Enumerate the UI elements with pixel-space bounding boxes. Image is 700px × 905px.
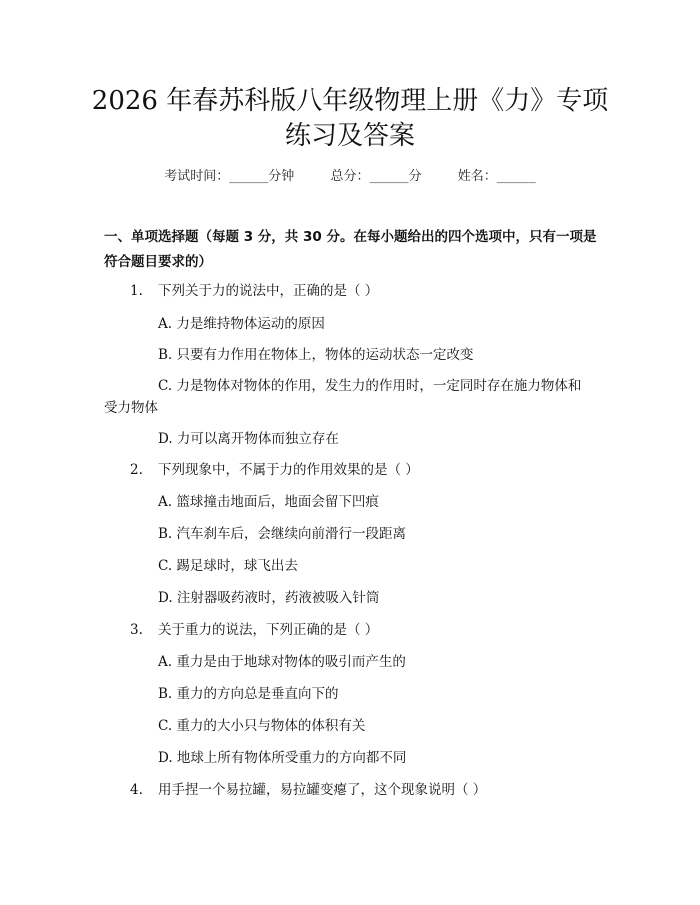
q1-option-d: D. 力可以离开物体而独立存在 [158,431,339,447]
q2-option-c: C. 踢足球时，球飞出去 [158,558,298,574]
question-number: 4. [130,782,143,798]
question-text: 下列现象中，不属于力的作用效果的是（ ） [158,462,419,478]
question-text: 用手捏一个易拉罐，易拉罐变瘪了，这个现象说明（ ） [158,782,487,798]
question-number: 2. [130,462,143,478]
q2-option-b: B. 汽车刹车后，会继续向前滑行一段距离 [158,526,407,542]
section-heading-line-1: 一、单项选择题（每题 3 分，共 30 分。在每小题给出的四个选项中，只有一项是 [104,229,597,245]
question-number: 3. [130,622,143,638]
exam-meta [0,168,700,186]
q2-option-d: D. 注射器吸药液时，药液被吸入针筒 [158,590,380,606]
question-text: 下列关于力的说法中，正确的是（ ） [158,283,379,299]
q3-option-c: C. 重力的大小只与物体的体积有关 [158,718,366,734]
total-score-field: 总分：______分 [330,169,422,184]
question-4 [130,780,486,800]
q3-option-d: D. 地球上所有物体所受重力的方向都不同 [158,750,407,766]
question-1 [130,281,378,301]
q2-option-a: A. 篮球撞击地面后，地面会留下凹痕 [158,494,379,510]
q3-option-a: A. 重力是由于地球对物体的吸引而产生的 [158,654,406,670]
q1-option-c-continued: 受力物体 [104,400,158,416]
q1-option-b: B. 只要有力作用在物体上，物体的运动状态一定改变 [158,347,474,363]
document-title-line-1: 2026 年春苏科版八年级物理上册《力》专项 [91,86,609,116]
section-heading-line-2: 符合题目要求的） [104,254,212,270]
question-2 [130,460,419,480]
question-3 [130,620,378,640]
q1-option-a: A. 力是维持物体运动的原因 [158,316,325,332]
exam-time-field: 考试时间：______分钟 [164,169,295,184]
question-number: 1. [130,283,143,299]
question-text: 关于重力的说法，下列正确的是（ ） [158,622,379,638]
student-name-field: 姓名：______ [457,169,536,184]
document-title-line-2: 练习及答案 [284,121,415,151]
q1-option-c: C. 力是物体对物体的作用，发生力的作用时，一定同时存在施力物体和 [158,378,582,394]
q3-option-b: B. 重力的方向总是垂直向下的 [158,686,339,702]
